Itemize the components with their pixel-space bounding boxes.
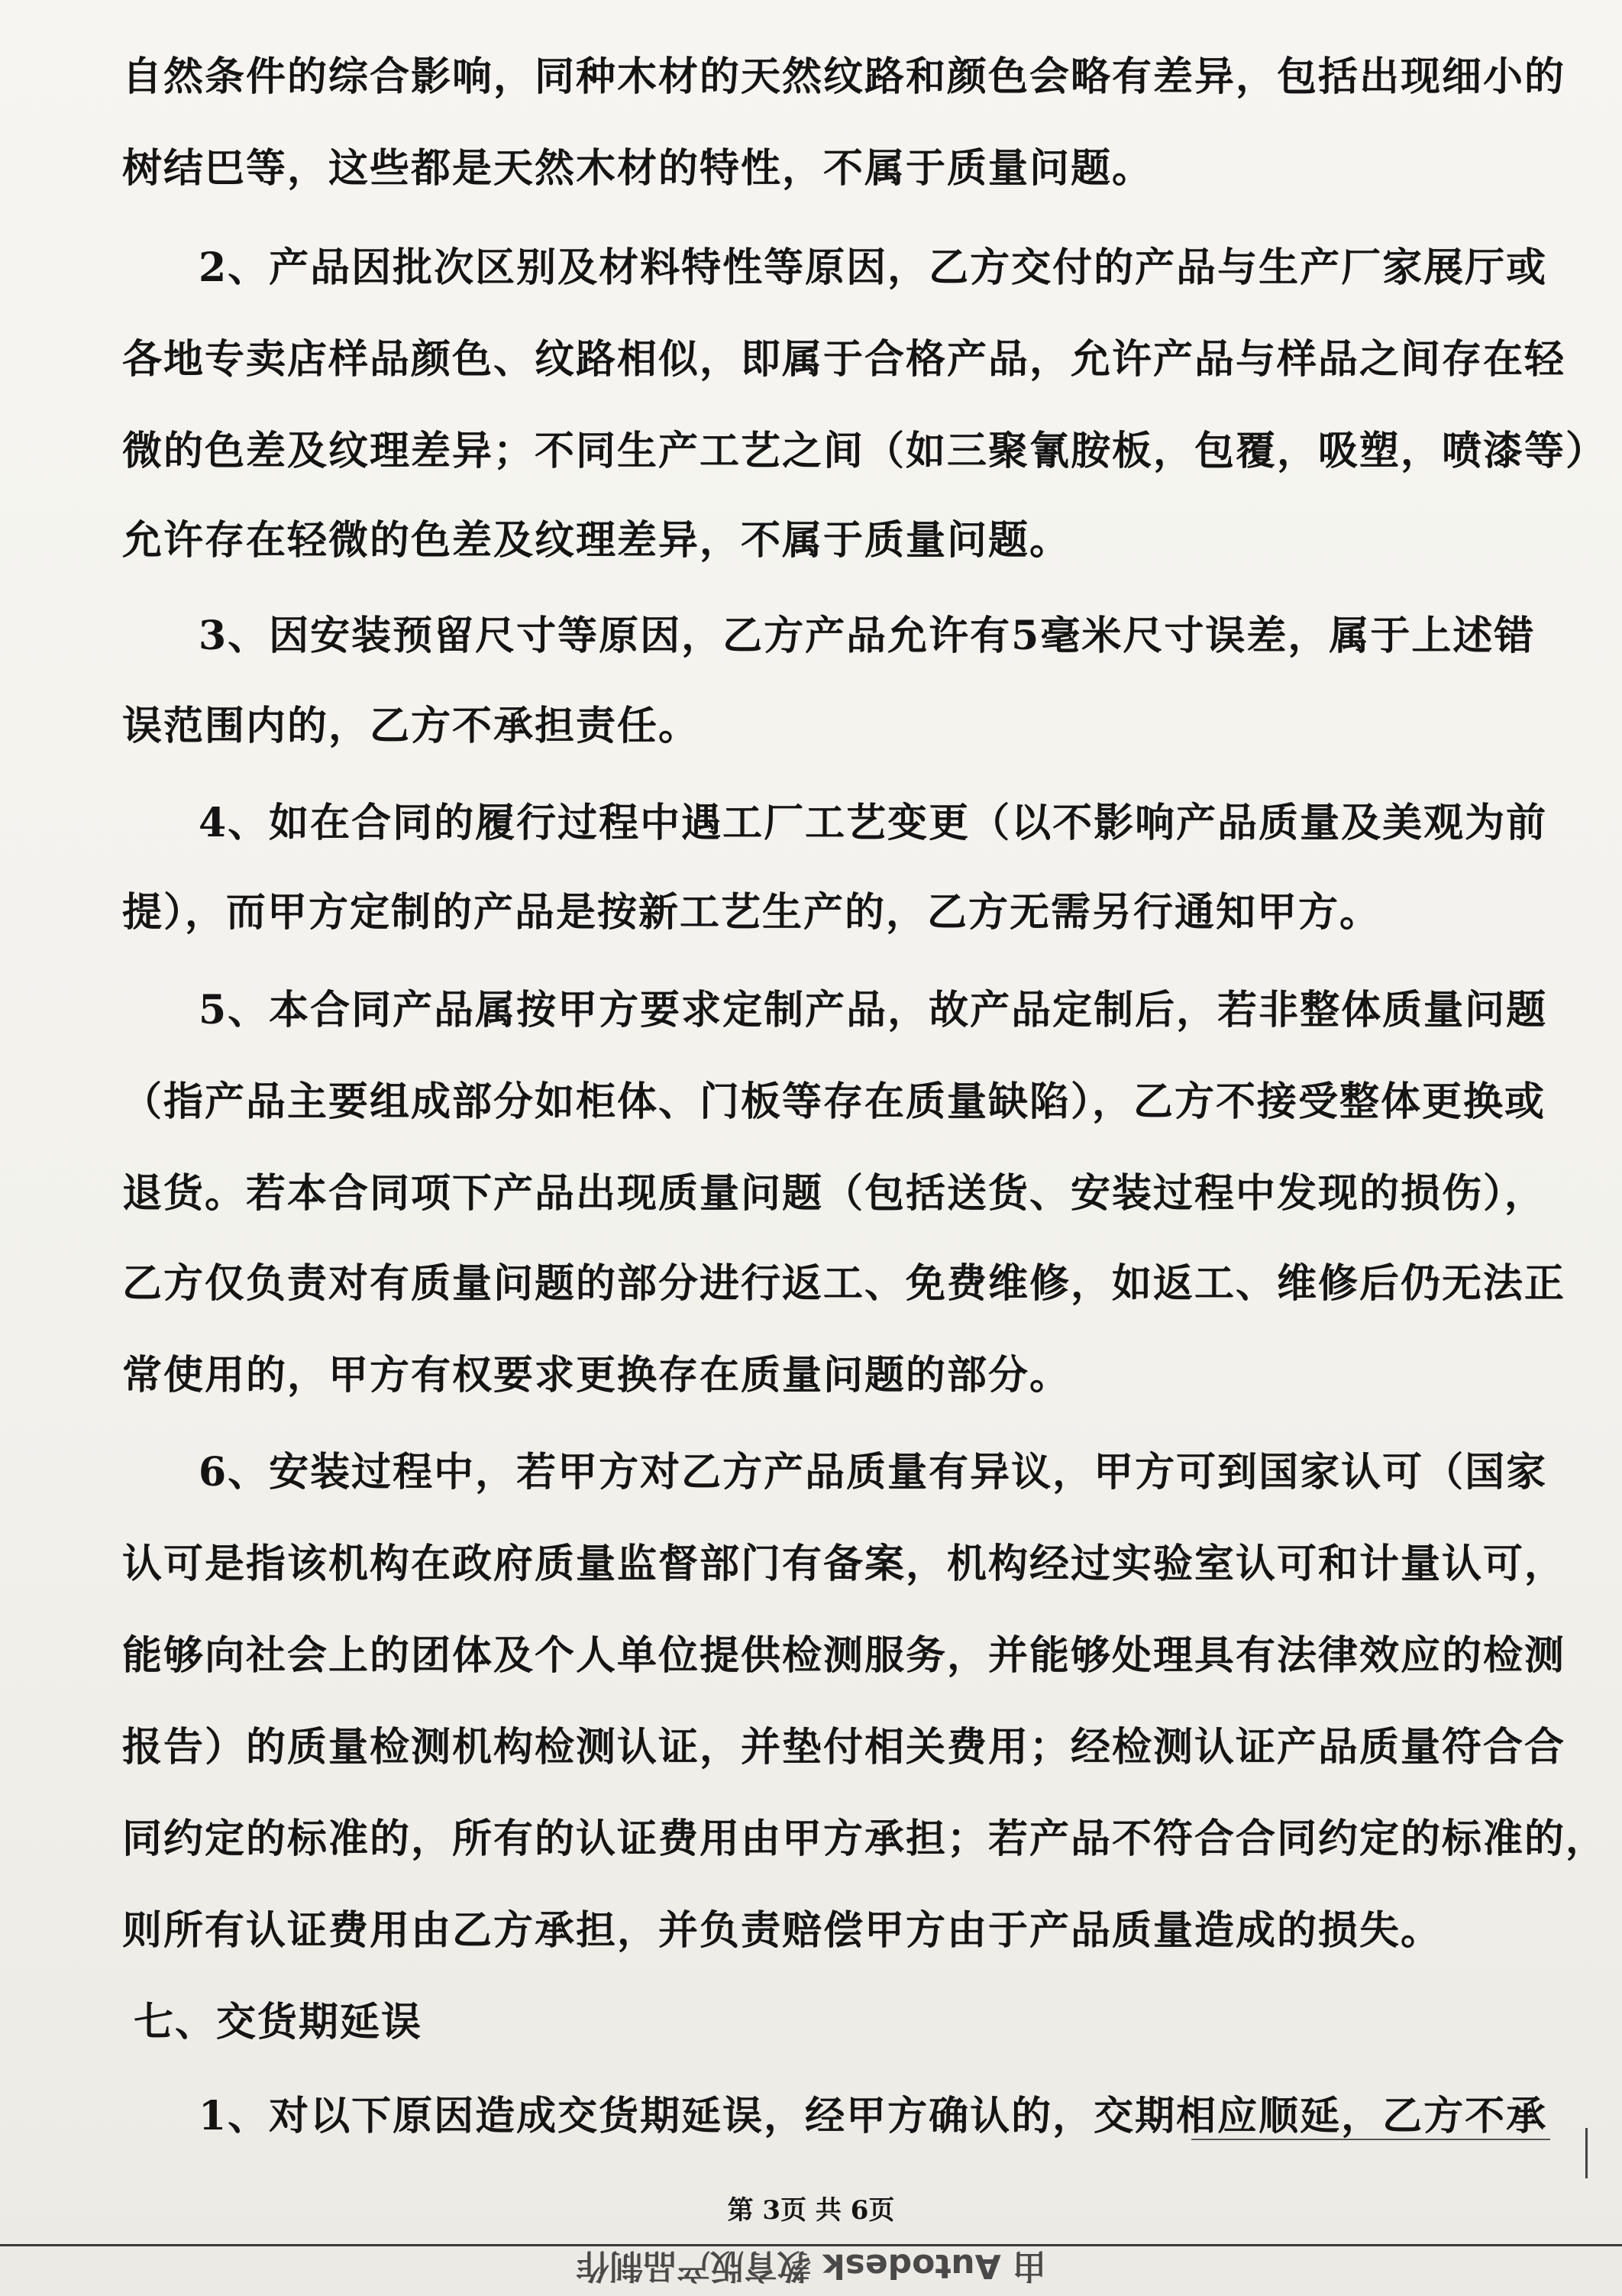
text-line: 4、如在合同的履行过程中遇工厂工艺变更（以不影响产品质量及美观为前 [199, 800, 1548, 846]
text-line: 乙方仅负责对有质量问题的部分进行返工、免费维修，如返工、维修后仍无法正 [122, 1260, 1566, 1307]
text-line: 允许存在轻微的色差及纹理差异，不属于质量问题。 [122, 517, 1071, 564]
text-line: 误范围内的，乙方不承担责任。 [122, 703, 700, 749]
text-line: 报告）的质量检测机构检测认证，并垫付相关费用；经检测认证产品质量符合合 [122, 1724, 1566, 1771]
text-line: 3、因安装预留尺寸等原因，乙方产品允许有5毫米尺寸误差，属于上述错 [199, 613, 1536, 659]
text-line: 则所有认证费用由乙方承担，并负责赔偿甲方由于产品质量造成的损失。 [122, 1907, 1443, 1954]
text-line: 退货。若本合同项下产品出现质量问题（包括送货、安装过程中发现的损伤）， [122, 1170, 1546, 1217]
text-line: 6、安装过程中，若甲方对乙方产品质量有异议，甲方可到国家认可（国家 [199, 1449, 1548, 1496]
text-line: 树结巴等，这些都是天然木材的特性，不属于质量问题。 [122, 145, 1154, 192]
text-line: 各地专卖店样品颜色、纹路相似，即属于合格产品，允许产品与样品之间存在轻 [122, 336, 1566, 383]
text-line: 提），而甲方定制的产品是按新工艺生产的，乙方无需另行通知甲方。 [122, 889, 1381, 936]
text-line: 5、本合同产品属按甲方要求定制产品，故产品定制后，若非整体质量问题 [199, 987, 1548, 1033]
text-line: （指产品主要组成部分如柜体、门板等存在质量缺陷），乙方不接受整体更换或 [122, 1078, 1546, 1125]
text-line: 1、对以下原因造成交货期延误，经甲方确认的，交期相应顺延，乙方不承 [199, 2093, 1548, 2139]
text-line: 微的色差及纹理差异；不同生产工艺之间（如三聚氰胺板，包覆，吸塑，喷漆等） [122, 428, 1607, 474]
text-line: 同约定的标准的，所有的认证费用由甲方承担；若产品不符合合同约定的标准的， [122, 1816, 1607, 1862]
text-line: 2、产品因批次区别及材料特性等原因，乙方交付的产品与生产厂家展厅或 [199, 244, 1548, 291]
text-line: 常使用的，甲方有权要求更换存在质量问题的部分。 [122, 1352, 1071, 1399]
divider-tick [1585, 2128, 1588, 2178]
section-heading: 七、交货期延误 [134, 1999, 423, 2045]
text-line: 自然条件的综合影响，同种木材的天然纹路和颜色会略有差异，包括出现细小的 [122, 53, 1566, 100]
bleed-through-text: 由 Autodesk 教育版产品制作 [575, 2246, 1047, 2285]
page-footer: 第 3页 共 6页 [727, 2195, 895, 2226]
text-line: 认可是指该机构在政府质量监督部门有备案，机构经过实验室认可和计量认可， [122, 1541, 1566, 1587]
text-line: 能够向社会上的团体及个人单位提供检测服务，并能够处理具有法律效应的检测 [122, 1632, 1566, 1679]
